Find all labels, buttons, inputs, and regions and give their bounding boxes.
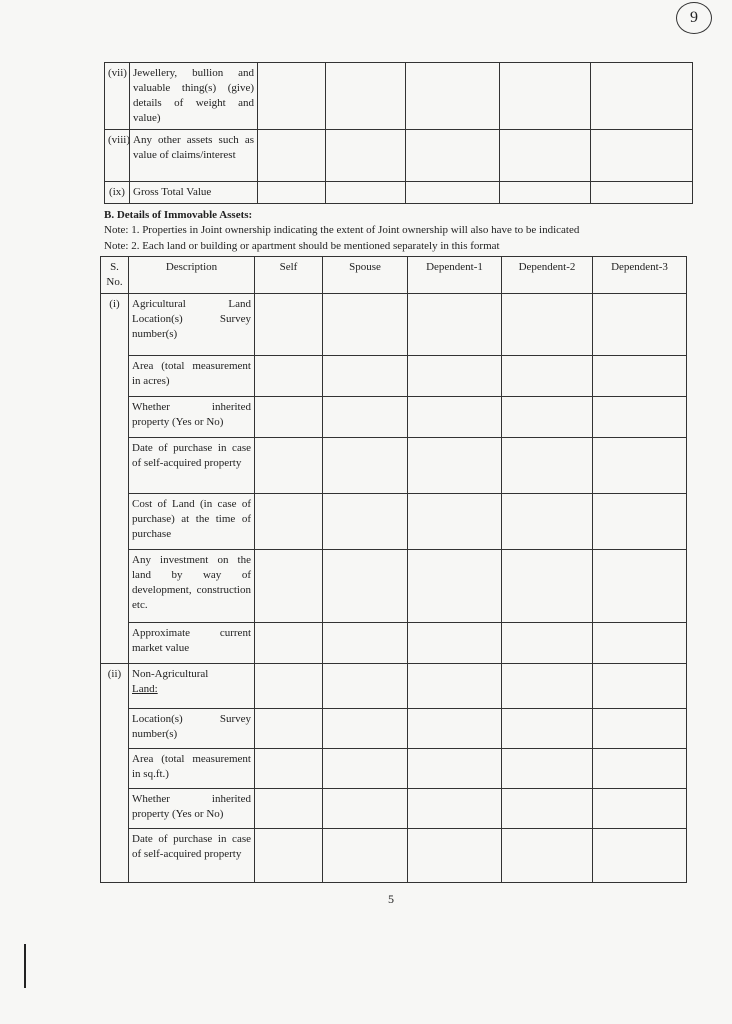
- value-cell: [408, 749, 502, 789]
- movable-assets-table: [104, 62, 693, 204]
- value-cell: [502, 829, 593, 883]
- value-cell: [593, 623, 687, 664]
- dep1-cell: [406, 63, 500, 130]
- value-cell: [408, 397, 502, 438]
- table-row: [101, 664, 687, 709]
- value-cell: [502, 749, 593, 789]
- description-cell: Whether inherited property (Yes or No): [129, 397, 255, 438]
- value-cell: [408, 356, 502, 397]
- value-cell: [593, 438, 687, 494]
- value-cell: [408, 789, 502, 829]
- value-cell: [593, 550, 687, 623]
- description-cell: Approximate current market value: [129, 623, 255, 664]
- sno-cell: (ii): [101, 664, 129, 883]
- dep2-cell: [500, 63, 591, 130]
- description-cell: Whether inherited property (Yes or No): [129, 789, 255, 829]
- description-cell: Agricultural Land Location(s) Survey number(s): [129, 294, 255, 356]
- value-cell: [408, 294, 502, 356]
- value-cell: [502, 294, 593, 356]
- value-cell: [323, 789, 408, 829]
- value-cell: [255, 550, 323, 623]
- description-cell: Location(s) Survey number(s): [129, 709, 255, 749]
- description-cell: Any other assets such as value of claims/interest: [130, 130, 258, 182]
- header-sno: S. No.: [101, 257, 129, 294]
- page-number: 5: [388, 892, 394, 906]
- table-row: [101, 749, 687, 789]
- value-cell: [323, 550, 408, 623]
- description-cell: Cost of Land (in case of purchase) at the time of purchase: [129, 494, 255, 550]
- value-cell: [593, 789, 687, 829]
- value-cell: [323, 829, 408, 883]
- value-cell: [502, 438, 593, 494]
- value-cell: [502, 664, 593, 709]
- value-cell: [255, 664, 323, 709]
- sno-cell: (viii): [105, 130, 130, 182]
- value-cell: [255, 623, 323, 664]
- value-cell: [502, 397, 593, 438]
- value-cell: [408, 623, 502, 664]
- spouse-cell: [326, 63, 406, 130]
- description-cell: Date of purchase in case of self-acquired property: [129, 829, 255, 883]
- value-cell: [255, 356, 323, 397]
- value-cell: [323, 397, 408, 438]
- group-title: Non-Agricultural: [132, 668, 209, 680]
- table-row: [105, 130, 693, 182]
- value-cell: [502, 709, 593, 749]
- value-cell: [502, 550, 593, 623]
- sno-cell: (vii): [105, 63, 130, 130]
- table-row: [101, 397, 687, 438]
- value-cell: [323, 494, 408, 550]
- description-cell: Date of purchase in case of self-acquired property: [129, 438, 255, 494]
- header-self: Self: [255, 257, 323, 294]
- table-row: [101, 356, 687, 397]
- table-row: [101, 709, 687, 749]
- description-cell: Area (total measurement in acres): [129, 356, 255, 397]
- sno-cell: (ix): [105, 182, 130, 204]
- value-cell: [255, 438, 323, 494]
- table-row: [101, 438, 687, 494]
- value-cell: [502, 789, 593, 829]
- self-cell: [258, 63, 326, 130]
- group-title-underlined: Land:: [132, 683, 158, 695]
- header-row: [101, 257, 687, 294]
- description-cell: [129, 664, 255, 709]
- dep1-cell: [406, 182, 500, 204]
- header-dependent-2: Dependent-2: [502, 257, 593, 294]
- page-mark: 9: [676, 2, 712, 34]
- value-cell: [593, 664, 687, 709]
- self-cell: [258, 182, 326, 204]
- value-cell: [408, 829, 502, 883]
- table-row: [101, 789, 687, 829]
- value-cell: [255, 397, 323, 438]
- section-heading: B. Details of Immovable Assets:: [104, 209, 253, 221]
- spouse-cell: [326, 130, 406, 182]
- value-cell: [323, 438, 408, 494]
- dep2-cell: [500, 182, 591, 204]
- value-cell: [593, 397, 687, 438]
- header-dependent-1: Dependent-1: [408, 257, 502, 294]
- description-cell: Area (total measurement in sq.ft.): [129, 749, 255, 789]
- value-cell: [323, 664, 408, 709]
- value-cell: [255, 709, 323, 749]
- value-cell: [593, 494, 687, 550]
- note-2: Note: 2. Each land or building or apartment should be mentioned separately in this format: [104, 240, 500, 252]
- value-cell: [323, 749, 408, 789]
- note-1: Note: 1. Properties in Joint ownership indicating the extent of Joint ownership will also have to be indicated: [104, 224, 580, 236]
- value-cell: [593, 709, 687, 749]
- value-cell: [593, 356, 687, 397]
- dep3-cell: [591, 182, 693, 204]
- header-spouse: Spouse: [323, 257, 408, 294]
- value-cell: [408, 494, 502, 550]
- immovable-assets-table: [100, 256, 687, 883]
- table-row: [101, 829, 687, 883]
- header-description: Description: [129, 257, 255, 294]
- table-row: [101, 294, 687, 356]
- table-row: [105, 63, 693, 130]
- dep3-cell: [591, 63, 693, 130]
- description-cell: Jewellery, bullion and valuable thing(s) (give) details of weight and value): [130, 63, 258, 130]
- value-cell: [593, 829, 687, 883]
- header-dependent-3: Dependent-3: [593, 257, 687, 294]
- value-cell: [502, 623, 593, 664]
- value-cell: [408, 709, 502, 749]
- value-cell: [408, 664, 502, 709]
- value-cell: [255, 789, 323, 829]
- dep2-cell: [500, 130, 591, 182]
- value-cell: [502, 356, 593, 397]
- value-cell: [408, 550, 502, 623]
- value-cell: [323, 623, 408, 664]
- description-cell: Any investment on the land by way of development, construction etc.: [129, 550, 255, 623]
- spouse-cell: [326, 182, 406, 204]
- value-cell: [502, 494, 593, 550]
- dep3-cell: [591, 130, 693, 182]
- value-cell: [255, 749, 323, 789]
- value-cell: [408, 438, 502, 494]
- value-cell: [593, 749, 687, 789]
- table-row: [101, 494, 687, 550]
- table-row: [101, 623, 687, 664]
- table-row: [101, 550, 687, 623]
- dep1-cell: [406, 130, 500, 182]
- value-cell: [255, 829, 323, 883]
- value-cell: [255, 294, 323, 356]
- table-row: [105, 182, 693, 204]
- margin-mark: [24, 944, 26, 988]
- self-cell: [258, 130, 326, 182]
- value-cell: [323, 294, 408, 356]
- sno-cell: (i): [101, 294, 129, 664]
- value-cell: [255, 494, 323, 550]
- value-cell: [323, 709, 408, 749]
- value-cell: [593, 294, 687, 356]
- description-cell: Gross Total Value: [130, 182, 258, 204]
- value-cell: [323, 356, 408, 397]
